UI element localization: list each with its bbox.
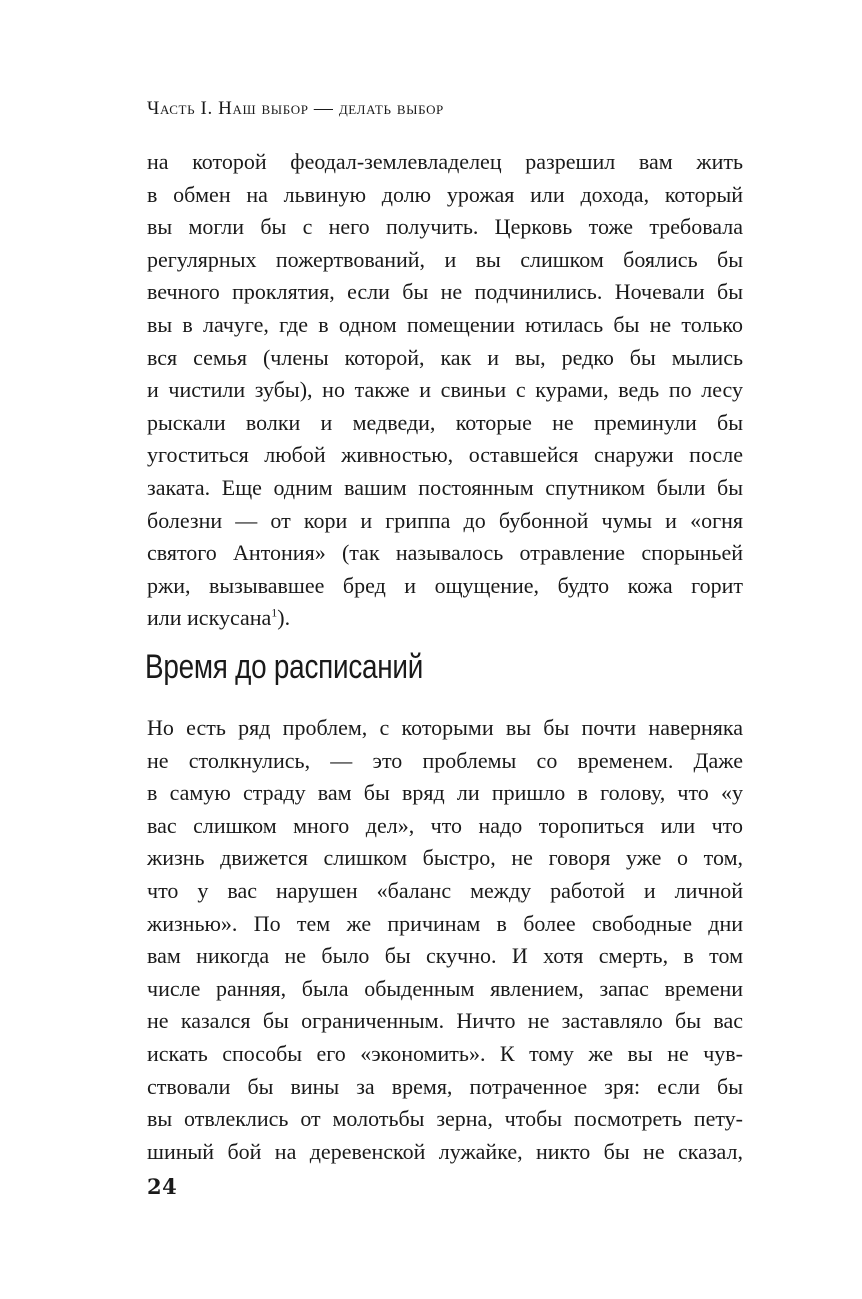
paragraph-2 [147, 712, 743, 1168]
text-line: рыскали волки и медведи, которые не преминули бы [147, 409, 743, 435]
text-line: вам никогда не было бы скучно. И хотя смерть, в том [147, 943, 743, 969]
text-line: искать способы его «экономить». К тому же вы не чув- [147, 1040, 743, 1066]
text-line: не казался бы ограниченным. Ничто не заставляло бы вас [147, 1008, 743, 1034]
text-line: числе ранняя, была обыденным явлением, запас времени [147, 975, 743, 1001]
text-line: жизнь движется слишком быстро, не говоря уже о том, [147, 845, 743, 871]
text-line: на которой феодал-землевладелец разрешил вам жить [147, 149, 743, 174]
running-head [147, 98, 444, 120]
text-line: святого Антония» (так называлось отравление спорыньей [147, 540, 743, 566]
text-line: вы могли бы с него получить. Церковь тоже требовала [147, 214, 743, 240]
last-line-text: или искусана [147, 605, 272, 631]
text-line: вы в лачуге, где в одном помещении ютилась бы не только [147, 311, 743, 337]
last-line-end: ). [277, 605, 291, 631]
text-line: в обмен на львиную долю урожая или дохода, который [147, 181, 743, 207]
text-line: регулярных пожертвований, и вы слишком боялись бы [147, 246, 743, 272]
text-line: вы отвлеклись от молотьбы зерна, чтобы посмотреть пету- [147, 1106, 743, 1132]
text-line: заката. Еще одним вашим постоянным спутником были бы [147, 474, 743, 500]
text-line: в самую страду вам бы вряд ли пришло в голову, что «у [147, 780, 743, 806]
text-line: Но есть ряд проблем, с которыми вы бы почти наверняка [147, 715, 743, 740]
text-line: ржи, вызывавшее бред и ощущение, будто кожа горит [147, 572, 743, 598]
text-line: угоститься любой живностью, оставшейся снаружи после [147, 442, 743, 468]
paragraph-1 [147, 146, 743, 635]
text-line: ствовали бы вины за время, потраченное зря: если бы [147, 1073, 743, 1099]
text-line-last [147, 602, 743, 635]
text-line: жизнью». По тем же причинам в более свободные дни [147, 910, 743, 936]
text-line: не столкнулись, — это проблемы со временем. Даже [147, 747, 743, 773]
text-line: и чистили зубы), но также и свиньи с курами, ведь по лесу [147, 377, 743, 403]
text-line: шиный бой на деревенской лужайке, никто бы не сказал, [147, 1138, 743, 1164]
text-line: вечного проклятия, если бы не подчинились. Ночевали бы [147, 279, 743, 305]
page-number: 24 [147, 1174, 178, 1199]
text-line: болезни — от кори и гриппа до бубонной чумы и «огня [147, 507, 743, 533]
text-line: вас слишком много дел», что надо торопиться или что [147, 812, 743, 838]
text-line: что у вас нарушен «баланс между работой и личной [147, 877, 743, 903]
running-head-title: Наш выбор — делать выбор [218, 98, 444, 119]
section-heading: Время до расписаний [145, 648, 424, 686]
footnote-marker[interactable]: 1 [271, 605, 278, 620]
text-line: вся семья (члены которой, как и вы, редко бы мылись [147, 344, 743, 370]
running-head-part: Часть I. [147, 98, 213, 119]
